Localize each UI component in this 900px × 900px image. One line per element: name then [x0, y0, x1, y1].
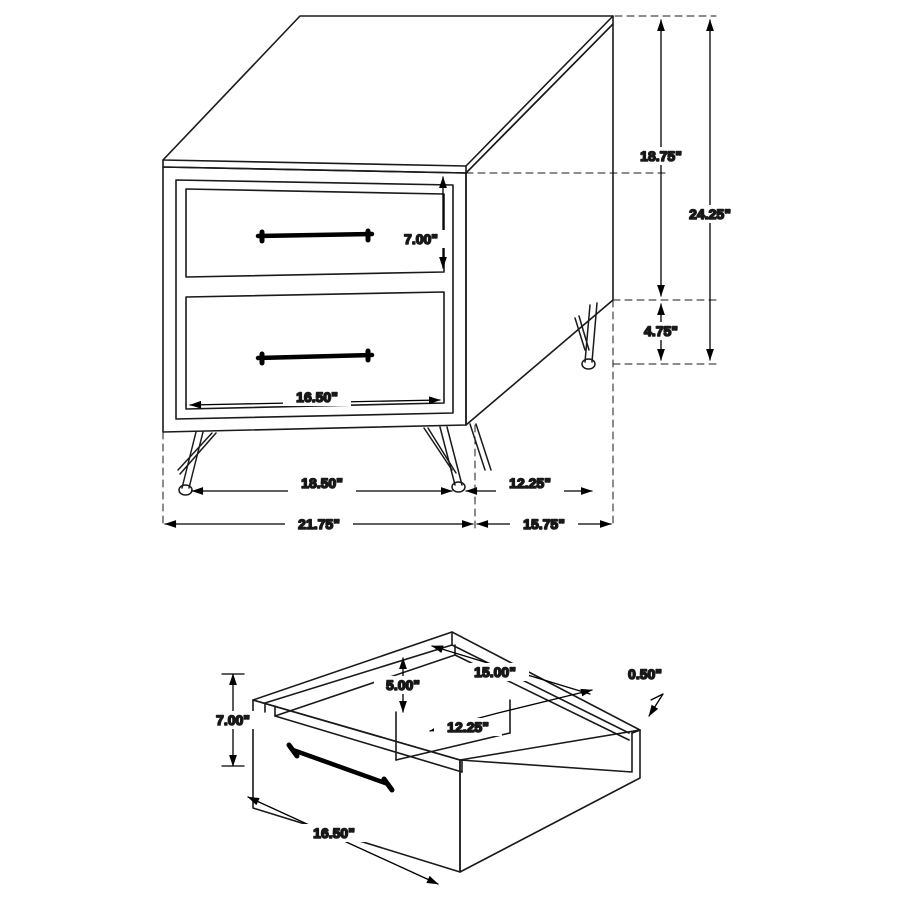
dimension-side-depth-between-legs — [466, 474, 592, 492]
dim-label-21-75: 21.75" — [298, 516, 340, 532]
dimension-leg-height — [631, 304, 691, 360]
drawer-right-panel — [460, 730, 640, 872]
leg-front-left — [178, 432, 216, 495]
dim-label-18-75: 18.75" — [640, 148, 682, 164]
dim-label-5-00: 5.00" — [386, 677, 420, 693]
dim-label-16-50-front: 16.50" — [296, 389, 338, 405]
dimension-drawer-interior-width — [430, 690, 592, 736]
cabinet-top-panel — [163, 16, 613, 173]
dim-label-7-00-drawer-outer: 7.00" — [216, 712, 250, 728]
dimension-case-height-to-top — [628, 20, 694, 296]
dim-label-7-00-drawer: 7.00" — [404, 231, 438, 247]
dim-label-12-25-side: 12.25" — [509, 475, 551, 491]
dim-label-16-50-drawer: 16.50" — [313, 825, 355, 841]
dimension-overall-width — [165, 515, 473, 533]
dim-label-15-00: 15.00" — [474, 664, 516, 680]
drawer-pull-top — [258, 231, 372, 241]
assembled-nightstand-view — [163, 16, 743, 533]
dimension-drawer-interior-depth — [432, 646, 590, 694]
dim-label-15-75: 15.75" — [523, 516, 565, 532]
dim-label-18-50: 18.50" — [301, 475, 343, 491]
dimension-overall-depth — [477, 515, 611, 533]
leg-back-left — [470, 424, 491, 470]
dim-label-12-25-drawer: 12.25" — [447, 719, 489, 735]
dim-label-24-25: 24.25" — [689, 206, 731, 222]
dimension-drawer-top-height — [393, 177, 449, 268]
dimension-front-width-between-legs — [192, 474, 452, 492]
drawer-pull-bottom — [258, 351, 372, 363]
leg-front-right — [424, 427, 465, 492]
dimension-overall-height — [677, 20, 743, 360]
dimension-drawer-outer-width — [248, 797, 438, 884]
drawer-detail-view — [204, 632, 676, 884]
cabinet-side-face — [466, 24, 613, 425]
drawer-interior — [253, 632, 640, 772]
dim-label-4-75: 4.75" — [644, 323, 678, 339]
drawer-detail-pull — [289, 745, 392, 790]
dimension-drawer-panel-thickness — [614, 665, 676, 716]
leg-back-right — [575, 303, 597, 369]
dim-label-0-50: 0.50" — [628, 666, 662, 682]
